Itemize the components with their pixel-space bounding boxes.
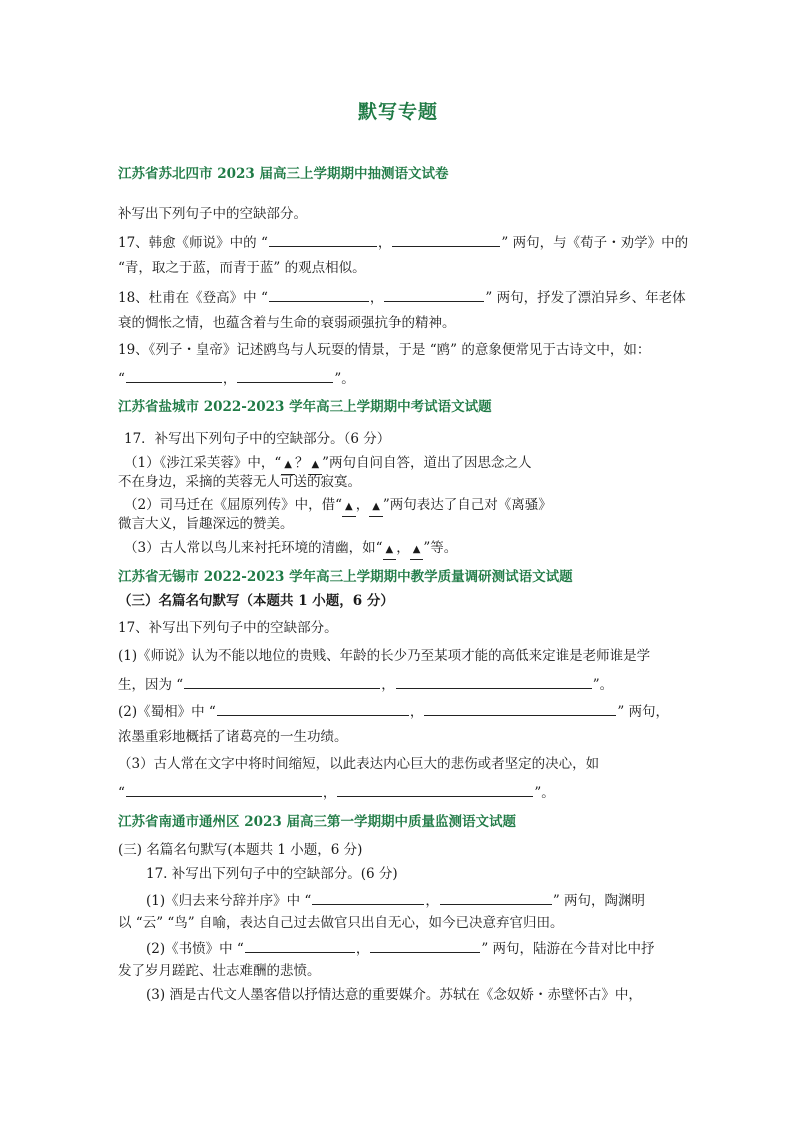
s3-p3-line2: “ ， ”。 [118,782,555,802]
s4-p2-line1: (2)《书愤》中 “ ， ” 两句，陆游在今昔对比中抒 [146,938,655,958]
s2-p2-line2: 微言大义，旨趣深远的赞美。 [118,516,294,532]
answer-blank[interactable] [384,287,484,302]
blank-marker[interactable]: ▲ [281,456,295,475]
answer-blank[interactable] [237,368,333,383]
s1-q18-line2: 衰的惆怅之情，也蕴含着与生命的衰弱顽强抗争的精神。 [118,315,456,331]
s2-p3-line: （3）古人常以鸟儿来衬托环境的清幽，如“ ▲ ， ▲ ”等。 [124,539,457,560]
answer-blank[interactable] [392,232,500,247]
answer-blank[interactable] [312,890,424,905]
s2-p1-line2: 不在身边，采摘的芙蓉无人可送的寂寞。 [118,474,361,490]
s4-q17: 17. 补写出下列句子中的空缺部分。(6 分) [146,866,398,882]
answer-blank[interactable] [126,782,322,797]
blank-marker[interactable]: ▲ [383,541,397,560]
blank-marker[interactable]: ▲ [308,456,322,475]
section-4-source: 江苏省南通市通州区 2023 届高三第一学期期中质量监测语文试题 [118,814,516,830]
answer-blank[interactable] [269,232,377,247]
section-3-source: 江苏省无锡市 2022-2023 学年高三上学期期中教学质量调研测试语文试题 [118,569,573,585]
s1-intro: 补写出下列句子中的空缺部分。 [118,206,307,222]
s3-q17: 17、补写出下列句子中的空缺部分。 [118,620,338,636]
answer-blank[interactable] [217,701,409,716]
s3-heading: （三）名篇名句默写（本题共 1 小题，6 分） [118,593,394,609]
s4-p1-line2: 以 “云” “鸟” 自喻，表达自己过去做官只出自无心，如今已决意弃官归田。 [118,915,564,931]
s3-p3-line1: （3）古人常在文字中将时间缩短，以此表达内心巨大的悲伤或者坚定的决心，如 [118,756,600,772]
blank-marker[interactable]: ▲ [369,498,383,517]
s3-p2-line1: (2)《蜀相》中 “ ， ” 两句， [118,701,669,721]
answer-blank[interactable] [396,674,592,689]
s1-q19-line1: 19、《列子・皇帝》记述鸥鸟与人玩耍的情景，于是 “鸥” 的意象便常见于古诗文中，如： [118,342,651,358]
answer-blank[interactable] [424,701,616,716]
s4-heading: (三) 名篇名句默写(本题共 1 小题，6 分) [118,842,363,858]
answer-blank[interactable] [269,287,369,302]
answer-blank[interactable] [245,938,355,953]
answer-blank[interactable] [337,782,533,797]
s1-q17-line2: “青，取之于蓝，而青于蓝” 的观点相似。 [118,260,366,276]
s2-p1-line1: （1）《涉江采芙蓉》中，“ ▲ ？ ▲ ”两句自问自答，道出了因思念之人 [124,454,532,475]
answer-blank[interactable] [126,368,222,383]
answer-blank[interactable] [370,938,480,953]
s4-p1-line1: (1)《归去来兮辞并序》中 “ ， ” 两句，陶渊明 [146,890,645,910]
s4-p2-line2: 发了岁月蹉跎、壮志难酬的悲愤。 [118,963,321,979]
s3-p1-line1: (1)《师说》认为不能以地位的贵贱、年龄的长少乃至某项才能的高低来定谁是老师谁是学 [118,648,651,664]
s3-p2-line2: 浓墨重彩地概括了诸葛亮的一生功绩。 [118,729,348,745]
s1-q19-line2: “ ， ”。 [118,368,355,388]
s4-p3-line1: (3) 酒是古代文人墨客借以抒情达意的重要媒介。苏轼在《念奴娇・赤壁怀古》中， [146,987,642,1003]
answer-blank[interactable] [184,674,380,689]
page-title: 默写专题 [357,101,438,123]
s2-p2-line1: （2）司马迁在《屈原列传》中，借“ ▲ ， ▲ ”两句表达了自己对《离骚》 [124,496,552,517]
blank-marker[interactable]: ▲ [342,498,356,517]
s2-q17: 17．补写出下列句子中的空缺部分。（6 分） [124,431,391,447]
section-2-source: 江苏省盐城市 2022-2023 学年高三上学期期中考试语文试题 [118,399,492,415]
s1-q17-line1: 17、韩愈《师说》中的 “ ， ” 两句，与《荀子・劝学》中的 [118,232,688,252]
section-1-source: 江苏省苏北四市 2023 届高三上学期期中抽测语文试卷 [118,166,449,182]
s1-q18-line1: 18、杜甫在《登高》中 “ ， ” 两句，抒发了漂泊异乡、年老体 [118,287,686,307]
s3-p1-line2: 生，因为 “ ， ”。 [118,674,613,694]
answer-blank[interactable] [440,890,552,905]
blank-marker[interactable]: ▲ [410,541,424,560]
